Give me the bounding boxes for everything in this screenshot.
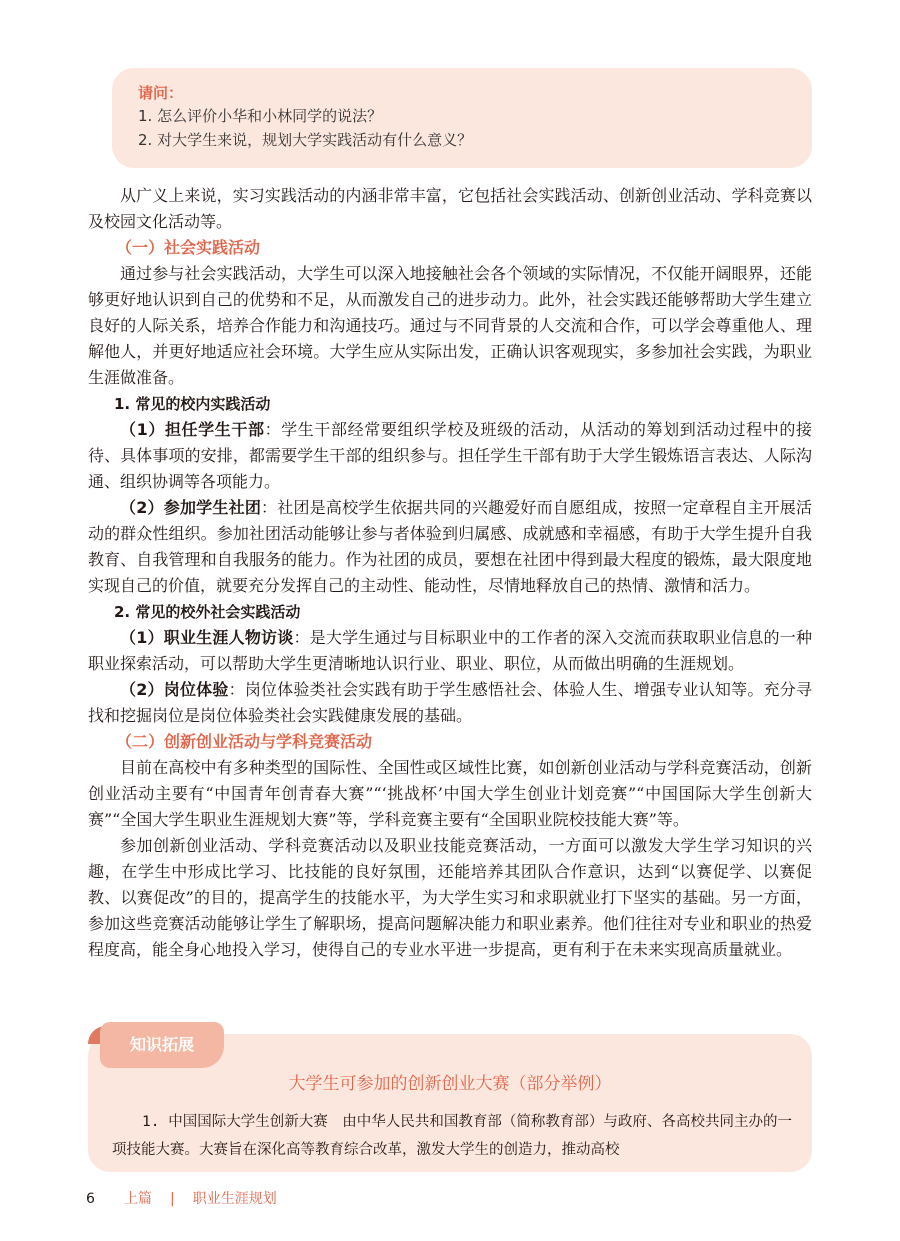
subheading-offcampus-activities: 2. 常见的校外社会实践活动: [114, 603, 301, 621]
intro-paragraph: 从广义上来说，实习实践活动的内涵非常丰富，它包括社会实践活动、创新创业活动、学科竞赛以及校园文化活动等。: [88, 186, 812, 231]
question-box-title: 请问：: [138, 84, 184, 102]
campus-item-1-text: ：学生干部经常要组织学校及班级的活动，从活动的筹划到活动过程中的接待、具体事项的安排，都需要学生干部的组织参与。担任学生干部有助于大学生锻炼语言表达、人际沟通、组织协调等各项能力。: [88, 420, 812, 491]
knowledge-box-title: 大学生可参加的创新创业大赛（部分举例）: [288, 1074, 612, 1094]
question-item-2: 2. 对大学生来说，规划大学实践活动有什么意义？: [138, 131, 473, 149]
term-student-cadre: （1）担任学生干部: [120, 420, 265, 439]
footer-book-title: 职业生涯规划: [192, 1191, 277, 1207]
campus-item-1: [88, 417, 812, 495]
page-number: 6: [86, 1191, 95, 1207]
offcampus-item-2-text: ：岗位体验类社会实践有助于学生感悟社会、体验人生、增强专业认知等。充分寻找和挖掘岗位是岗位体验类社会实践健康发展的基础。: [88, 680, 812, 725]
competition-paragraph-2: 参加创新创业活动、学科竞赛活动以及职业技能竞赛活动，一方面可以激发大学生学习知识的兴趣，在学生中形成比学习、比技能的良好氛围，还能培养其团队合作意识，达到“以赛促学、以赛促教、以赛促改”的目的，提高学生的技能水平，为大学生实习和求职就业打下坚实的基础。另一方面，参加这些竞赛活动能够让学生了解职场，提高问题解决能力和职业素养。他们往往对专业和职业的热爱程度高，能全身心地投入学习，使得自己的专业水平进一步提高，更有利于在未来实现高质量就业。: [88, 836, 812, 959]
competition-paragraph-1: 目前在高校中有多种类型的国际性、全国性或区域性比赛，如创新创业活动与学科竞赛活动，创新创业活动主要有“中国青年创青春大赛”“‘挑战杯’中国大学生创业计划竞赛”“中国国际大学生创新大赛”“全国大学生职业生涯规划大赛”等，学科竞赛主要有“全国职业院校技能大赛”等。: [88, 758, 812, 829]
offcampus-item-1: [88, 625, 812, 677]
term-job-experience: （2）岗位体验: [120, 680, 229, 699]
knowledge-box-text: 1. 中国国际大学生创新大赛 由中华人民共和国教育部（简称教育部）与政府、各高校共同主办的一项技能大赛。大赛旨在深化高等教育综合改革，激发大学生的创造力，推动高校: [112, 1114, 792, 1158]
knowledge-tab: 知识拓展: [100, 1022, 224, 1068]
offcampus-item-2: [88, 677, 812, 729]
social-practice-paragraph: 通过参与社会实践活动，大学生可以深入地接触社会各个领域的实际情况，不仅能开阔眼界，还能够更好地认识到自己的优势和不足，从而激发自己的进步动力。此外，社会实践还能够帮助大学生建立良好的人际关系，培养合作能力和沟通技巧。通过与不同背景的人交流和合作，可以学会尊重他人、理解他人，并更好地适应社会环境。大学生应从实际出发，正确认识客观现实，多参加社会实践，为职业生涯做准备。: [88, 264, 812, 387]
offcampus-item-1-text: ：是大学生通过与目标职业中的工作者的深入交流而获取职业信息的一种职业探索活动，可以帮助大学生更清晰地认识行业、职业、职位，从而做出明确的生涯规划。: [88, 628, 812, 673]
footer-separator: |: [170, 1191, 175, 1207]
main-text: [88, 183, 812, 963]
campus-item-2: [88, 495, 812, 599]
section-heading-innovation-competition: （二）创新创业活动与学科竞赛活动: [116, 732, 373, 751]
question-item-1: 1. 怎么评价小华和小林同学的说法？: [138, 107, 383, 125]
term-student-club: （2）参加学生社团: [120, 498, 262, 517]
page-footer: [86, 1188, 277, 1210]
section-heading-social-practice: （一）社会实践活动: [116, 238, 261, 257]
term-career-interview: （1）职业生涯人物访谈: [120, 628, 294, 647]
campus-item-2-text: ：社团是高校学生依据共同的兴趣爱好而自愿组成，按照一定章程自主开展活动的群众性组织。参加社团活动能够让参与者体验到归属感、成就感和幸福感，有助于大学生提升自我教育、自我管理和自我服务的能力。作为社团的成员，要想在社团中得到最大程度的锻炼，最大限度地实现自己的价值，就要充分发挥自己的主动性、能动性，尽情地释放自己的热情、激情和活力。: [88, 498, 812, 595]
footer-part: 上篇: [124, 1191, 152, 1207]
question-box: [112, 68, 812, 168]
subheading-campus-activities: 1. 常见的校内实践活动: [114, 395, 271, 413]
